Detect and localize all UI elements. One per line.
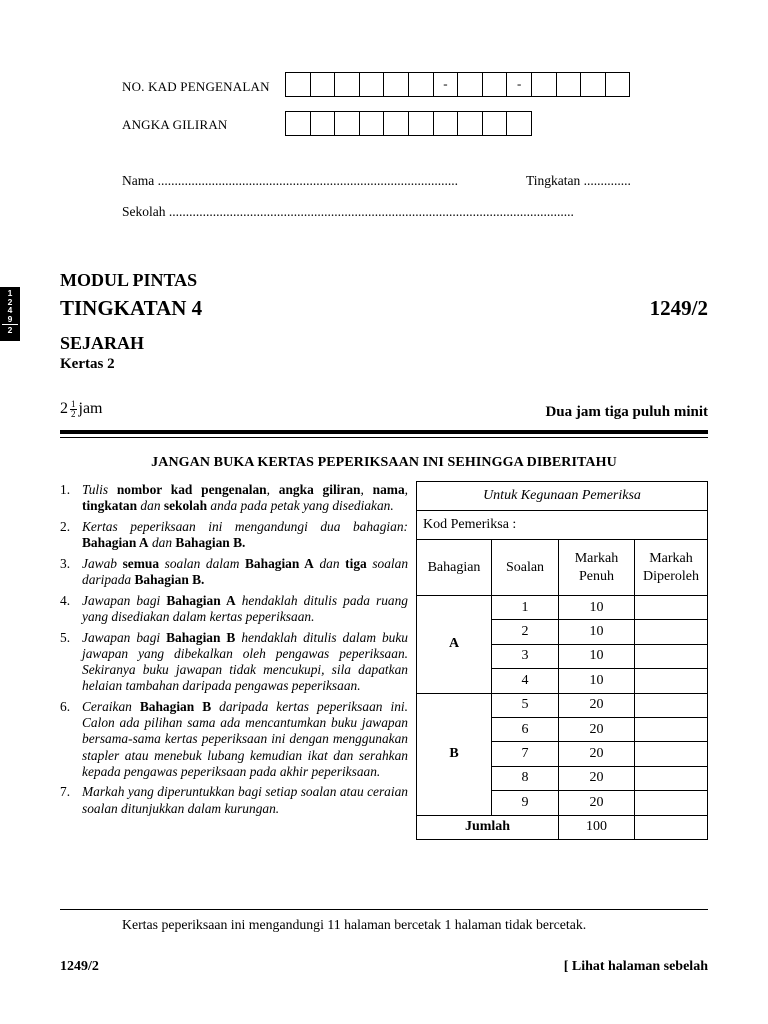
ic-digit-box[interactable]: - — [506, 72, 532, 97]
tab-digit: 9 — [7, 313, 13, 324]
soalan-cell: 5 — [492, 693, 559, 717]
page-count-note: Kertas peperiksaan ini mengandungi 11 halaman bercetak 1 halaman tidak bercetak. — [122, 917, 587, 932]
angka-giliran-boxes[interactable] — [285, 111, 532, 136]
kod-pemeriksa-field[interactable]: Kod Pemeriksa : — [417, 511, 708, 540]
ic-digit-box[interactable] — [285, 72, 311, 97]
angka-digit-box[interactable] — [359, 111, 385, 136]
ic-number-label: NO. KAD PENGENALAN — [122, 79, 270, 94]
paper-code-tab — [0, 287, 20, 341]
instruction-text: Markah yang diperuntukkan bagi setiap soalan atau ceraian soalan ditunjukkan dalam kurungan. — [82, 784, 408, 816]
duration-unit: jam — [78, 400, 103, 418]
soalan-cell: 6 — [492, 717, 559, 741]
instruction-number: 4. — [60, 592, 71, 608]
soalan-cell: 7 — [492, 742, 559, 766]
ic-number-boxes[interactable] — [285, 72, 630, 97]
angka-digit-box[interactable] — [408, 111, 434, 136]
instruction-number: 2. — [60, 518, 71, 534]
examiner-table — [416, 481, 708, 840]
angka-digit-box[interactable] — [334, 111, 360, 136]
markah-penuh-cell: 20 — [559, 791, 635, 815]
jumlah-label: Jumlah — [417, 815, 559, 839]
col-markah-penuh-line1: Markah — [574, 550, 619, 566]
ic-digit-box[interactable] — [482, 72, 508, 97]
ic-digit-box[interactable] — [310, 72, 336, 97]
angka-digit-box[interactable] — [433, 111, 459, 136]
ic-digit-box[interactable] — [556, 72, 582, 97]
instruction-text: Jawapan bagi Bahagian B hendaklah ditulis dalam buku jawapan yang dibekalkan oleh pengawas peperiksaan. Sekiranya buku jawapan tidak mencukupi, sila dapatkan helaian tambahan daripada pengawas peperiksaan. — [82, 629, 408, 694]
markah-penuh-cell: 10 — [559, 644, 635, 668]
col-markah-diperoleh-line2: Diperoleh — [643, 568, 699, 584]
duration-words: Dua jam tiga puluh minit — [545, 404, 708, 420]
jumlah-penuh: 100 — [559, 815, 635, 839]
ic-digit-box[interactable] — [359, 72, 385, 97]
instruction-number: 3. — [60, 555, 71, 571]
markah-diperoleh-cell[interactable] — [635, 717, 708, 741]
instruction-text: Jawapan bagi Bahagian A hendaklah ditulis pada ruang yang disediakan dalam kertas peperiksaan. — [82, 592, 408, 624]
col-markah-penuh — [559, 540, 635, 596]
markah-penuh-cell: 20 — [559, 766, 635, 790]
ic-digit-box[interactable] — [457, 72, 483, 97]
instruction-number: 7. — [60, 784, 71, 800]
instruction-item — [60, 630, 408, 695]
ic-digit-box[interactable] — [334, 72, 360, 97]
modul-title: MODUL PINTAS — [60, 270, 198, 290]
col-markah-penuh-line2: Penuh — [579, 568, 614, 584]
angka-giliran-label: ANGKA GILIRAN — [122, 117, 228, 132]
instruction-item — [60, 699, 408, 780]
nama-field[interactable]: Nama ......................................................................................... — [122, 173, 458, 188]
instruction-item — [60, 519, 408, 551]
tingkatan-field[interactable]: Tingkatan .............. — [526, 173, 631, 188]
markah-diperoleh-cell[interactable] — [635, 669, 708, 693]
instruction-text: Tulis nombor kad pengenalan, angka giliran, nama, tingkatan dan sekolah anda pada petak yang disediakan. — [82, 482, 408, 514]
ic-digit-box[interactable] — [383, 72, 409, 97]
divider-thin — [60, 437, 708, 438]
soalan-cell: 2 — [492, 620, 559, 644]
col-bahagian: Bahagian — [417, 540, 492, 596]
subject-title: SEJARAH — [60, 333, 145, 353]
col-markah-diperoleh — [635, 540, 708, 596]
footer-paper-code: 1249/2 — [60, 959, 99, 974]
angka-digit-box[interactable] — [285, 111, 311, 136]
markah-diperoleh-cell[interactable] — [635, 620, 708, 644]
markah-penuh-cell: 10 — [559, 669, 635, 693]
paper-number: Kertas 2 — [60, 356, 115, 372]
instruction-text: Jawab semua soalan dalam Bahagian A dan tiga soalan daripada Bahagian B. — [82, 555, 409, 588]
instruction-number: 5. — [60, 629, 71, 645]
angka-digit-box[interactable] — [383, 111, 409, 136]
duration-fraction — [70, 400, 77, 419]
markah-penuh-cell: 10 — [559, 596, 635, 620]
markah-penuh-cell: 10 — [559, 620, 635, 644]
instruction-item — [60, 593, 408, 625]
jumlah-diperoleh[interactable] — [635, 815, 708, 839]
angka-digit-box[interactable] — [457, 111, 483, 136]
col-markah-diperoleh-line1: Markah — [649, 550, 693, 566]
warning-text: JANGAN BUKA KERTAS PEPERIKSAAN INI SEHINGGA DIBERITAHU — [151, 455, 617, 470]
footer-divider — [60, 909, 708, 910]
markah-diperoleh-cell[interactable] — [635, 644, 708, 668]
section-a-label: A — [417, 596, 492, 694]
instruction-item — [60, 556, 408, 588]
soalan-cell: 9 — [492, 791, 559, 815]
sekolah-field[interactable]: Sekolah ........................................................................................................................ — [122, 204, 574, 219]
tingkatan-title: TINGKATAN 4 — [60, 296, 203, 320]
divider-thick — [60, 430, 708, 434]
instruction-item — [60, 482, 408, 514]
section-b-label: B — [417, 693, 492, 815]
instruction-item — [60, 784, 408, 816]
paper-code: 1249/2 — [649, 296, 708, 320]
soalan-cell: 1 — [492, 596, 559, 620]
tab-digit: 1 — [7, 288, 13, 298]
markah-penuh-cell: 20 — [559, 742, 635, 766]
fraction-denominator: 2 — [71, 409, 76, 419]
angka-digit-box[interactable] — [310, 111, 336, 136]
ic-digit-box[interactable] — [408, 72, 434, 97]
ic-digit-box[interactable] — [605, 72, 631, 97]
markah-diperoleh-cell[interactable] — [635, 742, 708, 766]
tab-digit: 4 — [7, 305, 13, 316]
angka-digit-box[interactable] — [482, 111, 508, 136]
markah-penuh-cell: 20 — [559, 693, 635, 717]
markah-diperoleh-cell[interactable] — [635, 693, 708, 717]
instruction-text: Kertas peperiksaan ini mengandungi dua bahagian: Bahagian A dan Bahagian B. — [82, 518, 408, 551]
fraction-numerator: 1 — [71, 399, 76, 409]
tab-digit: 2 — [7, 296, 13, 307]
markah-diperoleh-cell[interactable] — [635, 791, 708, 815]
instruction-text: Ceraikan Bahagian B daripada kertas peperiksaan ini. Calon ada pilihan sama ada mencantumkan buku jawapan bersama-sama kertas peperiksaan ini dengan menggunakan stapler atau menebuk lubang kemudian ikat dan serahkan kepada pengawas peperiksaan pada akhir peperiksaan. — [82, 698, 408, 779]
duration-whole: 2 — [60, 400, 68, 418]
examiner-table-title: Untuk Kegunaan Pemeriksa — [417, 482, 708, 511]
ic-digit-box[interactable] — [580, 72, 606, 97]
ic-digit-box[interactable]: - — [433, 72, 459, 97]
markah-diperoleh-cell[interactable] — [635, 766, 708, 790]
markah-penuh-cell: 20 — [559, 717, 635, 741]
angka-digit-box[interactable] — [506, 111, 532, 136]
duration — [60, 400, 103, 419]
tab-paper-number: 2 — [7, 325, 13, 336]
soalan-cell: 3 — [492, 644, 559, 668]
col-soalan: Soalan — [492, 540, 559, 596]
soalan-cell: 4 — [492, 669, 559, 693]
next-page-link[interactable]: [ Lihat halaman sebelah — [563, 959, 708, 974]
instruction-number: 6. — [60, 698, 71, 714]
soalan-cell: 8 — [492, 766, 559, 790]
markah-diperoleh-cell[interactable] — [635, 596, 708, 620]
instruction-number: 1. — [60, 482, 71, 497]
ic-digit-box[interactable] — [531, 72, 557, 97]
instructions-list — [60, 482, 408, 821]
